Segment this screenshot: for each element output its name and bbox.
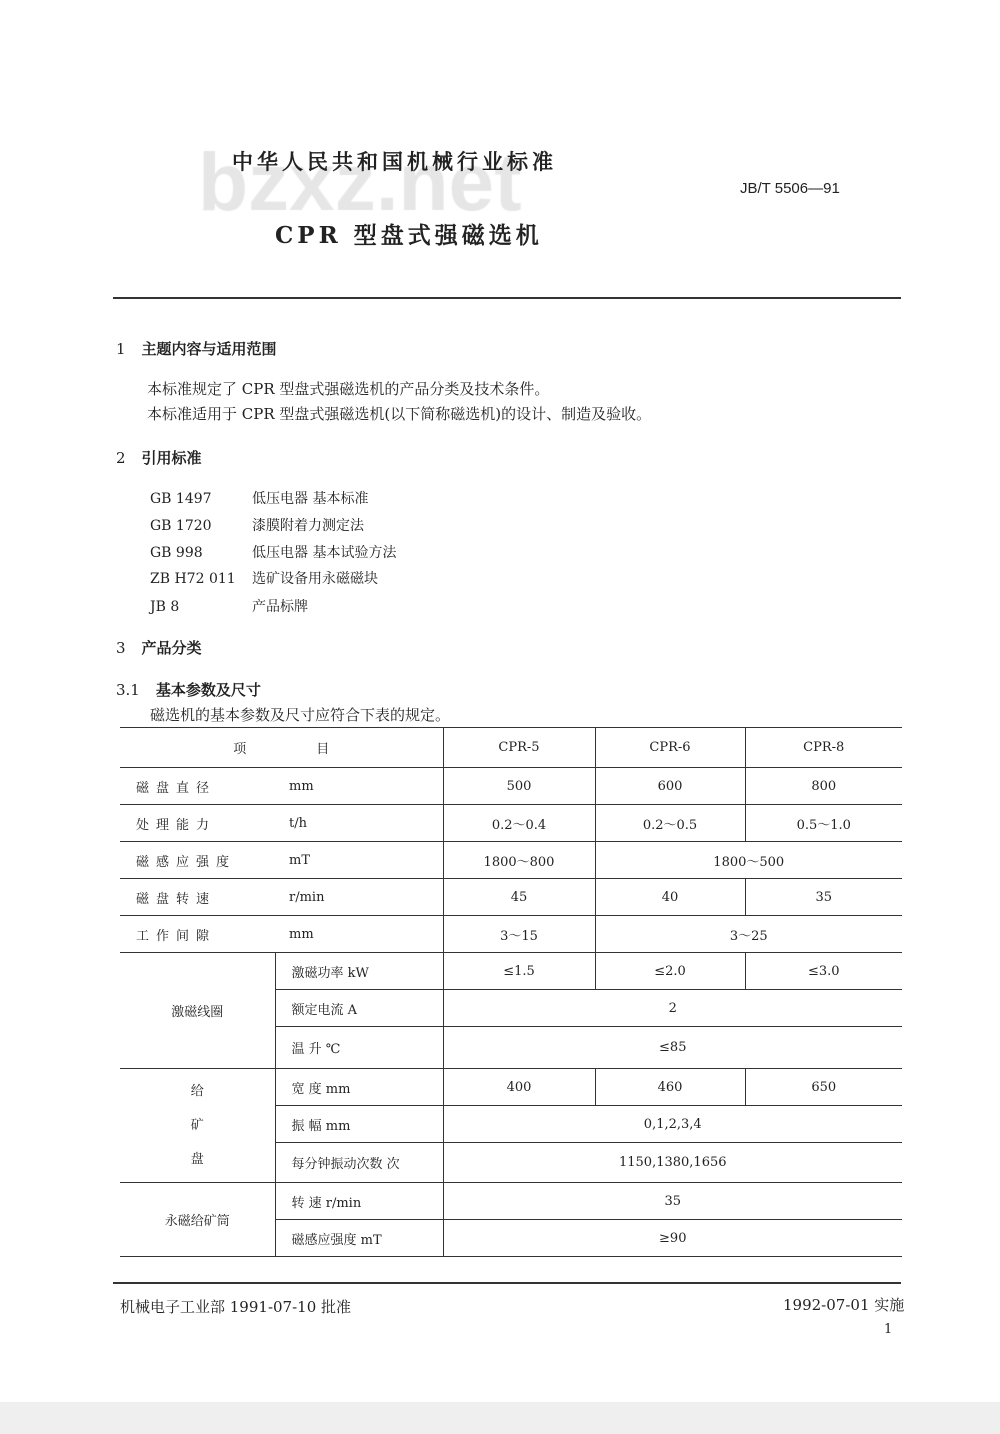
group-label: 给矿盘 <box>120 1069 275 1183</box>
header-item: 项 目 <box>120 728 443 768</box>
cell: 0.5～1.0 <box>745 805 902 842</box>
cell: 40 <box>595 879 745 916</box>
cell: 400 <box>443 1069 595 1106</box>
section-2-heading: 2 引用标准 <box>116 449 202 467</box>
scan-edge <box>0 1402 1000 1434</box>
paragraph: 本标准规定了 CPR 型盘式强磁选机的产品分类及技术条件。 <box>147 380 550 398</box>
footer-rule <box>113 1282 901 1284</box>
table-row <box>120 805 902 842</box>
row-label: 处理能力 <box>120 805 275 842</box>
header-cpr5: CPR-5 <box>443 728 595 768</box>
cell: 1150,1380,1656 <box>443 1143 902 1183</box>
group-label: 永磁给矿筒 <box>120 1183 275 1257</box>
row-unit: mT <box>275 842 443 879</box>
table-row <box>120 916 902 953</box>
paragraph: 磁选机的基本参数及尺寸应符合下表的规定。 <box>150 706 451 724</box>
table-row <box>120 1069 902 1106</box>
page-number: 1 <box>884 1322 893 1337</box>
cell: 35 <box>443 1183 902 1220</box>
cell: 45 <box>443 879 595 916</box>
cell: 0.2～0.5 <box>595 805 745 842</box>
sub-label: 温 升 ℃ <box>275 1027 443 1069</box>
sub-label: 转 速 r/min <box>275 1183 443 1220</box>
parameters-table <box>120 727 902 1257</box>
row-unit: r/min <box>275 879 443 916</box>
cell: ≤85 <box>443 1027 902 1069</box>
row-label: 工作间隙 <box>120 916 275 953</box>
document-title: CPR 型盘式强磁选机 <box>275 222 543 249</box>
reference-item: ZB H72 011 选矿设备用永磁磁块 <box>150 571 378 587</box>
cell: 600 <box>595 768 745 805</box>
standard-org: 中华人民共和国机械行业标准 <box>232 149 557 174</box>
cell: ≥90 <box>443 1220 902 1257</box>
reference-item: GB 1497 低压电器 基本标准 <box>150 491 369 507</box>
cell: 2 <box>443 990 902 1027</box>
header-cpr6: CPR-6 <box>595 728 745 768</box>
sub-label: 每分钟振动次数 次 <box>275 1143 443 1183</box>
cell: 3～25 <box>595 916 902 953</box>
table-header-row <box>120 728 902 768</box>
row-label: 磁感应强度 <box>120 842 275 879</box>
row-unit: t/h <box>275 805 443 842</box>
sub-label: 激磁功率 kW <box>275 953 443 990</box>
cell: ≤3.0 <box>745 953 902 990</box>
table-row <box>120 953 902 990</box>
cell: 800 <box>745 768 902 805</box>
cell: ≤1.5 <box>443 953 595 990</box>
table-row <box>120 842 902 879</box>
group-label: 激磁线圈 <box>120 953 275 1069</box>
reference-item: GB 1720 漆膜附着力测定法 <box>150 518 364 534</box>
effective-date: 1992-07-01 实施 <box>783 1296 905 1314</box>
cell: 1800～800 <box>443 842 595 879</box>
cell: 0,1,2,3,4 <box>443 1106 902 1143</box>
paragraph: 本标准适用于 CPR 型盘式强磁选机(以下简称磁选机)的设计、制造及验收。 <box>147 405 652 423</box>
cell: 0.2～0.4 <box>443 805 595 842</box>
cell: 3～15 <box>443 916 595 953</box>
section-3-heading: 3 产品分类 <box>116 639 202 657</box>
cell: 650 <box>745 1069 902 1106</box>
header-cpr8: CPR-8 <box>745 728 902 768</box>
reference-item: GB 998 低压电器 基本试验方法 <box>150 545 397 561</box>
table-row <box>120 768 902 805</box>
reference-item: JB 8 产品标牌 <box>150 599 308 615</box>
table-row <box>120 1183 902 1220</box>
sub-label: 振 幅 mm <box>275 1106 443 1143</box>
section-3-1-heading: 3.1 基本参数及尺寸 <box>116 681 261 699</box>
cell: 35 <box>745 879 902 916</box>
sub-label: 磁感应强度 mT <box>275 1220 443 1257</box>
row-label: 磁盘转速 <box>120 879 275 916</box>
section-1-heading: 1 主题内容与适用范围 <box>116 340 277 358</box>
row-unit: mm <box>275 916 443 953</box>
approval-note: 机械电子工业部 1991-07-10 批准 <box>120 1298 352 1316</box>
header-rule <box>113 297 901 299</box>
table-row <box>120 879 902 916</box>
cell: 500 <box>443 768 595 805</box>
cell: 1800～500 <box>595 842 902 879</box>
row-unit: mm <box>275 768 443 805</box>
sub-label: 宽 度 mm <box>275 1069 443 1106</box>
row-label: 磁盘直径 <box>120 768 275 805</box>
sub-label: 额定电流 A <box>275 990 443 1027</box>
standard-code: JB/T 5506—91 <box>740 180 840 197</box>
cell: ≤2.0 <box>595 953 745 990</box>
cell: 460 <box>595 1069 745 1106</box>
